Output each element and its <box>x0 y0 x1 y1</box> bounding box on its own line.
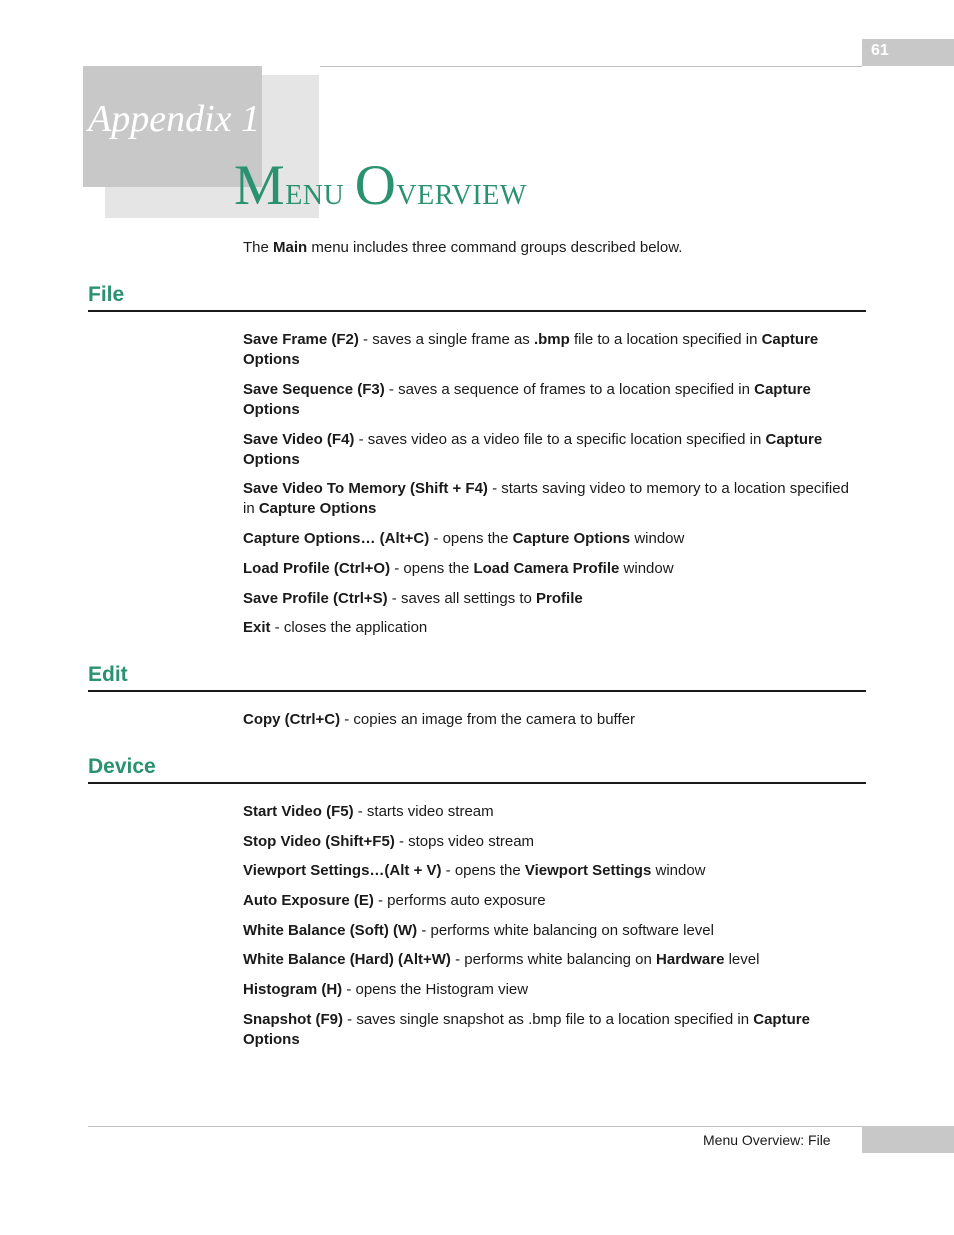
appendix-label: Appendix 1 <box>88 98 261 140</box>
entry-text: - saves video as a video file to a specific location specified in <box>354 431 766 448</box>
menu-entry-white-balance-hard <box>243 950 861 970</box>
intro-bold: Main <box>273 239 308 256</box>
menu-entry-stop-video <box>243 832 861 852</box>
menu-entry-snapshot <box>243 1010 861 1050</box>
entry-text: - closes the application <box>270 619 428 636</box>
header-rule <box>320 66 862 67</box>
entry-text: - opens the <box>441 862 525 879</box>
menu-entry-save-video <box>243 430 861 470</box>
menu-entry-viewport-settings <box>243 861 861 881</box>
chapter-title-cap-1: M <box>234 154 286 217</box>
command-label: Exit <box>243 619 271 636</box>
entry-bold: .bmp <box>533 331 570 348</box>
entry-text: - opens the <box>429 530 513 547</box>
command-label: Save Video (F4) <box>243 431 355 448</box>
entry-text: - saves all settings to <box>387 590 537 607</box>
intro-paragraph <box>243 239 682 256</box>
command-label: Auto Exposure (E) <box>243 892 374 909</box>
section-heading-file: File <box>88 283 125 306</box>
entry-bold: Capture Options <box>512 530 631 547</box>
entry-bold: Viewport Settings <box>524 862 652 879</box>
chapter-title-word-1: enu <box>285 168 345 213</box>
menu-entry-auto-exposure <box>243 891 861 911</box>
menu-entry-save-sequence <box>243 380 861 420</box>
footer-rule <box>88 1126 862 1127</box>
command-label: Histogram (H) <box>243 981 343 998</box>
command-label: Copy (Ctrl+C) <box>243 711 341 728</box>
entry-text: window <box>630 530 685 547</box>
menu-entry-save-profile <box>243 589 861 609</box>
command-label: Save Profile (Ctrl+S) <box>243 590 388 607</box>
chapter-title <box>234 154 527 217</box>
command-label: Load Profile (Ctrl+O) <box>243 560 391 577</box>
section-rule-edit <box>88 690 866 692</box>
entry-text: level <box>724 951 760 968</box>
menu-entry-exit <box>243 618 861 638</box>
menu-entry-save-frame <box>243 330 861 370</box>
section-heading-device: Device <box>88 755 156 778</box>
chapter-title-word-2: verview <box>396 168 527 213</box>
menu-entry-load-profile <box>243 559 861 579</box>
intro-text-end: menu includes three command groups described below. <box>307 239 683 256</box>
entry-bold: Profile <box>536 590 583 607</box>
intro-text: The <box>243 239 274 256</box>
entry-text: - saves a single frame as <box>358 331 534 348</box>
menu-entry-histogram <box>243 980 861 1000</box>
command-label: Save Video To Memory (Shift + F4) <box>243 480 488 497</box>
section-rule-device <box>88 782 866 784</box>
menu-entry-save-video-to-memory <box>243 479 861 519</box>
command-label: Save Sequence (F3) <box>243 381 385 398</box>
entry-bold: Capture Options <box>243 431 823 468</box>
entry-bold: Capture Options <box>243 1011 810 1048</box>
entry-text: - opens the <box>390 560 474 577</box>
section-heading-edit: Edit <box>88 663 128 686</box>
menu-entry-copy <box>243 710 861 730</box>
chapter-title-cap-2: O <box>354 154 397 217</box>
footer-decor-block <box>862 1126 954 1153</box>
entry-bold: Hardware <box>656 951 725 968</box>
entry-text: - performs white balancing on software level <box>417 922 714 939</box>
section-rule-file <box>88 310 866 312</box>
entry-text: - starts saving video to memory to a location specified in <box>243 480 849 517</box>
entry-text: - stops video stream <box>394 833 535 850</box>
entry-text: - copies an image from the camera to buffer <box>340 711 635 728</box>
command-label: Save Frame (F2) <box>243 331 359 348</box>
entry-bold: Capture Options <box>243 331 819 368</box>
entry-text: - performs white balancing on <box>450 951 657 968</box>
command-label: Capture Options… (Alt+C) <box>243 530 430 547</box>
entry-text: - performs auto exposure <box>373 892 546 909</box>
entry-text: file to a location specified in <box>569 331 762 348</box>
menu-entry-white-balance-soft <box>243 921 861 941</box>
entry-bold: Capture Options <box>243 381 811 418</box>
entry-text: - opens the Histogram view <box>342 981 529 998</box>
command-label: Viewport Settings…(Alt + V) <box>243 862 442 879</box>
menu-entry-start-video <box>243 802 861 822</box>
command-label: White Balance (Hard) (Alt+W) <box>243 951 451 968</box>
command-label: White Balance (Soft) (W) <box>243 922 418 939</box>
entry-text: - saves a sequence of frames to a location specified in <box>384 381 755 398</box>
page-number: 61 <box>862 39 954 66</box>
command-label: Start Video (F5) <box>243 803 354 820</box>
command-label: Stop Video (Shift+F5) <box>243 833 395 850</box>
entry-text: window <box>651 862 706 879</box>
entry-text: - starts video stream <box>353 803 494 820</box>
menu-entry-capture-options <box>243 529 861 549</box>
footer-text: Menu Overview: File <box>703 1132 831 1148</box>
entry-text: - saves single snapshot as .bmp file to a location specified in <box>343 1011 754 1028</box>
entry-bold: Capture Options <box>258 500 377 517</box>
command-label: Snapshot (F9) <box>243 1011 343 1028</box>
entry-text: window <box>619 560 674 577</box>
entry-bold: Load Camera Profile <box>473 560 620 577</box>
